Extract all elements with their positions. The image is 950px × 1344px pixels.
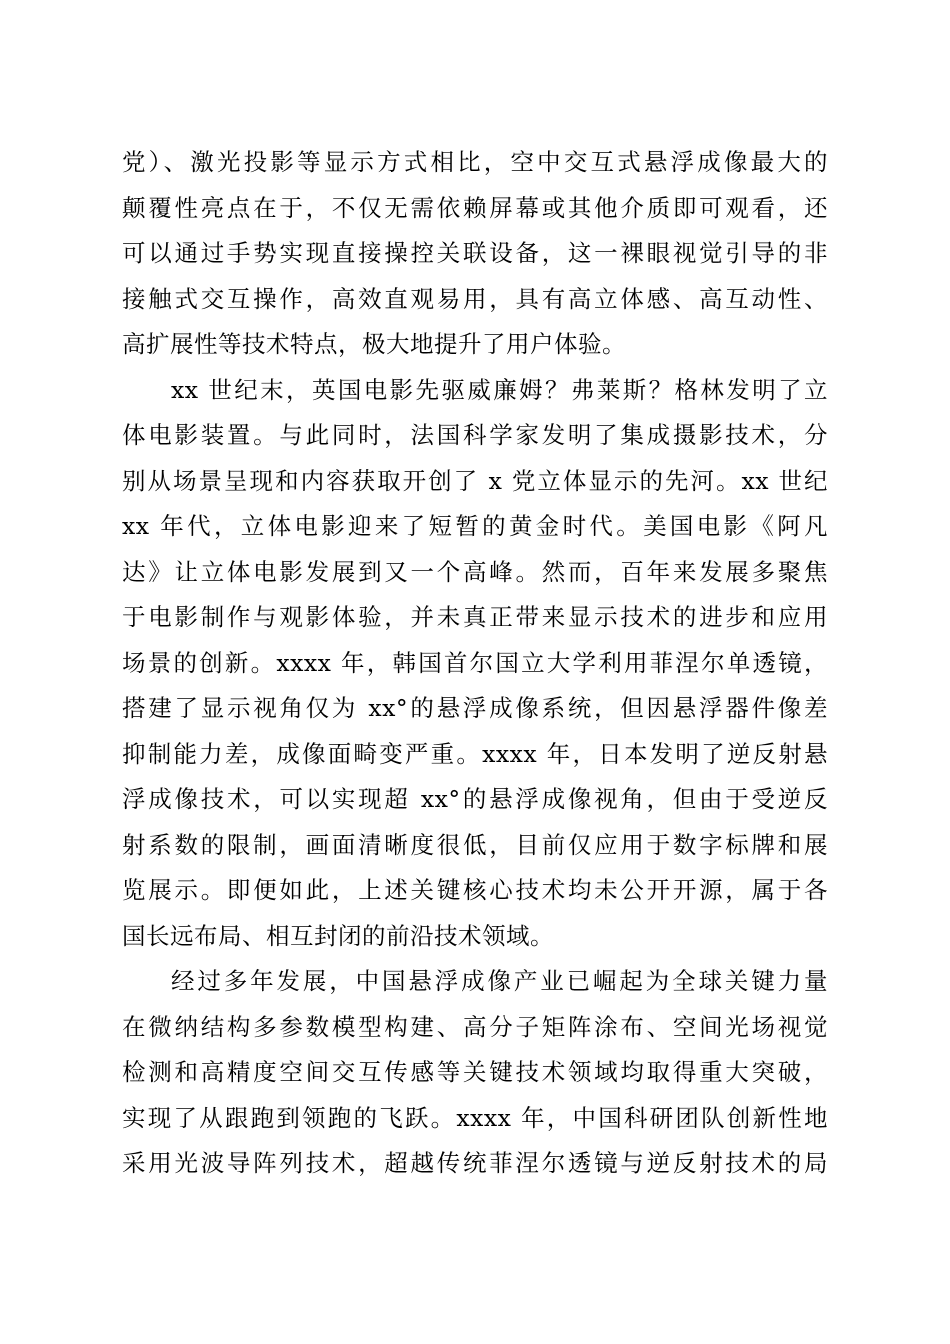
text-line: 实现了从跟跑到领跑的飞跃。xxxx 年，中国科研团队创新性地	[122, 1103, 828, 1132]
text-line: 高扩展性等技术特点，极大地提升了用户体验。	[122, 330, 626, 358]
text-line: 浮成像技术，可以实现超 xx°的悬浮成像视角，但由于受逆反	[122, 785, 828, 813]
text-line: 射系数的限制，画面清晰度很低，目前仅应用于数字标牌和展	[122, 830, 828, 859]
text-line: 达》让立体电影发展到又一个高峰。然而，百年来发展多聚焦	[122, 557, 828, 586]
text-line: xx 年代，立体电影迎来了短暂的黄金时代。美国电影《阿凡	[122, 512, 828, 540]
text-line: 检测和高精度空间交互传感等关键技术领域均取得重大突破，	[122, 1058, 828, 1086]
text-line: xx 世纪末，英国电影先驱威廉姆？弗莱斯？格林发明了立	[171, 375, 828, 404]
text-line: 体电影装置。与此同时，法国科学家发明了集成摄影技术，分	[122, 421, 828, 449]
paragraph-3	[122, 959, 828, 1187]
text-line: 别从场景呈现和内容获取开创了 x 党立体显示的先河。xx 世纪	[122, 466, 828, 495]
paragraph-2	[122, 368, 828, 960]
text-line: 接触式交互操作，高效直观易用，具有高立体感、高互动性、	[122, 284, 828, 313]
text-line: 颠覆性亮点在于，不仅无需依赖屏幕或其他介质即可观看，还	[122, 193, 828, 222]
text-line: 抑制能力差，成像面畸变严重。xxxx 年，日本发明了逆反射悬	[122, 739, 828, 768]
text-line: 于电影制作与观影体验，并未真正带来显示技术的进步和应用	[122, 603, 828, 631]
body-text	[122, 140, 828, 1187]
text-line: 览展示。即便如此，上述关键核心技术均未公开开源，属于各	[122, 876, 828, 904]
text-line: 国长远布局、相互封闭的前沿技术领域。	[122, 921, 554, 950]
text-line: 党）、激光投影等显示方式相比，空中交互式悬浮成像最大的	[122, 148, 828, 176]
paragraph-1	[122, 140, 828, 368]
text-line: 经过多年发展，中国悬浮成像产业已崛起为全球关键力量	[171, 967, 828, 995]
text-line: 可以通过手势实现直接操控关联设备，这一裸眼视觉引导的非	[122, 239, 828, 267]
text-line: 采用光波导阵列技术，超越传统菲涅尔透镜与逆反射技术的局	[122, 1149, 828, 1177]
text-line: 搭建了显示视角仅为 xx°的悬浮成像系统，但因悬浮器件像差	[122, 694, 828, 722]
text-line: 场景的创新。xxxx 年，韩国首尔国立大学利用菲涅尔单透镜，	[122, 648, 828, 677]
text-line: 在微纳结构多参数模型构建、高分子矩阵涂布、空间光场视觉	[122, 1012, 828, 1041]
